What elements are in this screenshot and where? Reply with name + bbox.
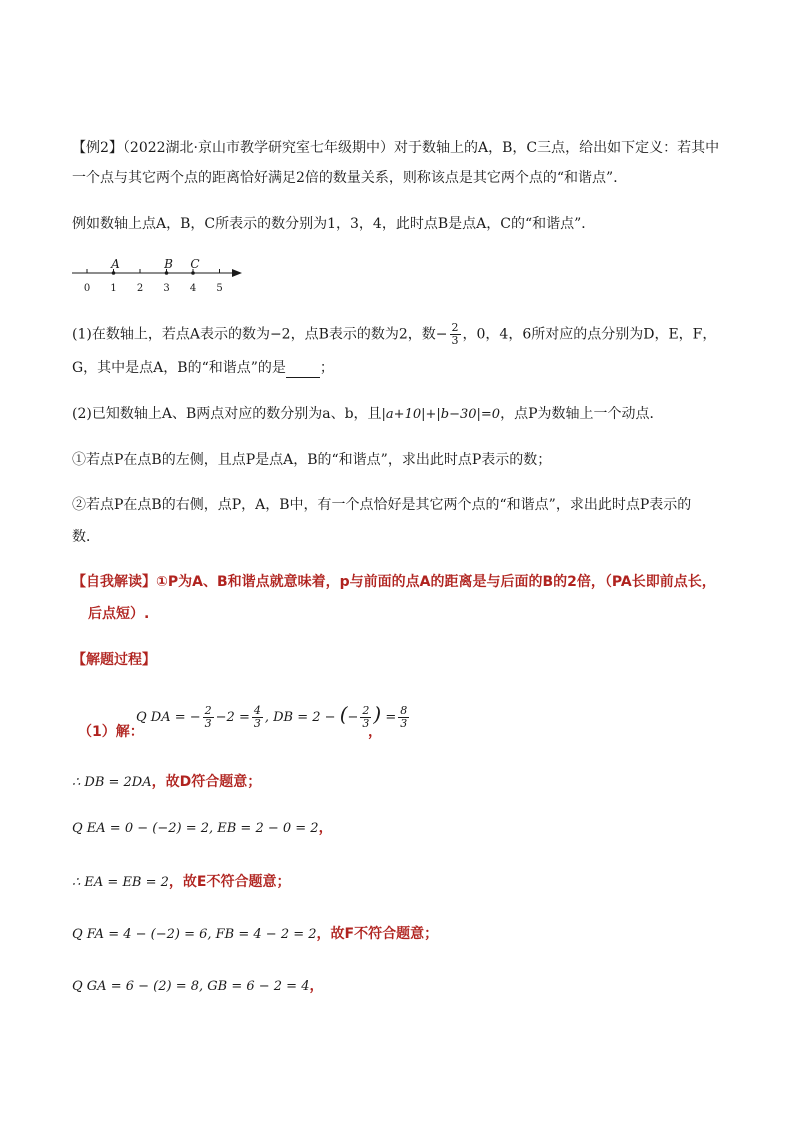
point-A [112, 271, 116, 275]
tick-label-0: 0 [83, 283, 91, 294]
condition-formula: |a+10|+|b−30|=0 [381, 407, 501, 422]
example-source: （2022湖北·京山市教学研究室七年级期中） [122, 140, 394, 156]
point-label-B: B [164, 257, 173, 271]
step-1-formula: Q DA = − $\frac{2}{3}$ −2 = $\frac{4}{3}$ , DB = 2 − (− $\frac{2}{3}$ ) = $\frac{8}{3}$ [136, 702, 408, 730]
solution-step-3: Q EA = 0 − (−2) = 2, EB = 2 − 0 = 2， [72, 820, 333, 836]
tick-label-5: 5 [216, 283, 223, 294]
point-C [191, 271, 195, 275]
solution-step-2: ∴ DB = 2DA，故D符合题意； [72, 774, 262, 790]
self-reading-line-1: 【自我解读】①P为A、B和谐点就意味着，p与前面的点A的距离是与后面的B的2倍，（PA长即前点长， [72, 574, 716, 590]
question-1-line-1: (1)在数轴上，若点A表示的数为−2，点B表示的数为2，数− $\frac{2}{3}$ ，0，4，6所对应的点分别为D，E，F， [72, 321, 717, 347]
example-label: 【例2】 [72, 140, 123, 156]
point-label-C: C [190, 257, 200, 271]
question-2-line: (2)已知数轴上A、B两点对应的数分别为a、b，且|a+10|+|b−30|=0，点P为数轴上一个动点． [72, 406, 664, 422]
example-line-3: 例如数轴上点A，B，C所表示的数分别为1，3，4，此时点B是点A，C的“和谐点”． [72, 216, 596, 232]
arrow-right-icon [232, 269, 242, 277]
fraction: $\frac{2}{3}$ [451, 321, 459, 347]
tick-label-1: 1 [110, 283, 117, 294]
example-line-1: 【例2】（2022湖北·京山市教学研究室七年级期中）对于数轴上的A，B，C三点，给出如下定义：若其中 [72, 140, 720, 156]
tick-label-2: 2 [136, 283, 144, 294]
question-1-line-2: G，其中是点A，B的“和谐点”的是 ； [72, 360, 334, 376]
number-line-points [110, 257, 199, 275]
tick-label-4: 4 [189, 283, 197, 294]
example-line-2: 一个点与其它两个点的距离恰好满足2倍的数量关系，则称该点是其它两个点的“和谐点”． [72, 170, 628, 186]
number-line-figure [72, 254, 247, 298]
question-2-1: ①若点P在点B的左侧，且点P是点A，B的“和谐点”，求出此时点P表示的数； [72, 452, 552, 468]
solution-step-5: Q FA = 4 − (−2) = 6, FB = 4 − 2 = 2，故F不符合题意； [72, 926, 439, 942]
self-reading-line-2: 后点短）. [88, 606, 150, 622]
solution-step-6: Q GA = 6 − (2) = 8, GB = 6 − 2 = 4， [72, 978, 324, 994]
solution-label: 【解题过程】 [72, 652, 156, 668]
question-2-2-line-1: ②若点P在点B的右侧，点P，A，B中，有一个点恰好是其它两个点的“和谐点”，求出此时点P表示的 [72, 497, 692, 513]
document-page: 【例2】（2022湖北·京山市教学研究室七年级期中）对于数轴上的A，B，C三点，给出如下定义：若其中 一个点与其它两个点的距离恰好满足2倍的数量关系，则称该点是其它两个点的“和谐点”． 例如数轴上点A，B，C所表示的数分别为1，3，4，此时点B是点A，C的“和谐点”． 0 1 2 3 4 5 A B C (1)在数轴上，若点A表示的数为−2，点B表示的数为2，数− $\frac{2}{3}$ ，0，4，6所对应的点分别为D，E，F， G，其中是点A，B的“和谐点”的是 ； (2)已知数轴上A、B两点对应的数分别为a、b，且|a+10|+|b−30|=0，点P为数轴上一个动点． ①若点P在点B的左侧，且点P是点A，B的“和谐点”，求出此时点P表示的数； ②若点P在点B的右侧，点P，A，B中，有一个点恰好是其它两个点的“和谐点”，求出此时点P表示的 数． 【自我解读】①P为A、B和谐点就意味着，p与前面的点A的距离是与后面的B的2倍，（PA长即前点长， 后点短）. 【解题过程】 （1）解： Q DA = − $\frac{2}{3}$ −2 = $\frac{4}{3}$ , DB = 2 − (− $\frac{2}{3}$ ) = $\frac{8}{3}$ ， ∴ DB = 2DA，故D符合题意； Q EA = 0 − (−2) = 2, EB = 2 − 0 = 2， ∴ EA = EB = 2，故E不符合题意； Q FA = 4 − (−2) = 6, FB = 4 − 2 = 2，故F不符合题意； Q GA = 6 − (2) = 8, GB = 6 − 2 = 4， [0, 0, 794, 1123]
point-B [165, 271, 169, 275]
self-reading-label: 【自我解读】 [72, 574, 156, 590]
point-label-A: A [111, 257, 120, 271]
answer-blank[interactable] [286, 363, 320, 378]
tick-label-3: 3 [163, 283, 170, 294]
question-2-2-line-2: 数． [72, 529, 100, 545]
solution-step-4: ∴ EA = EB = 2，故E不符合题意； [72, 874, 291, 890]
